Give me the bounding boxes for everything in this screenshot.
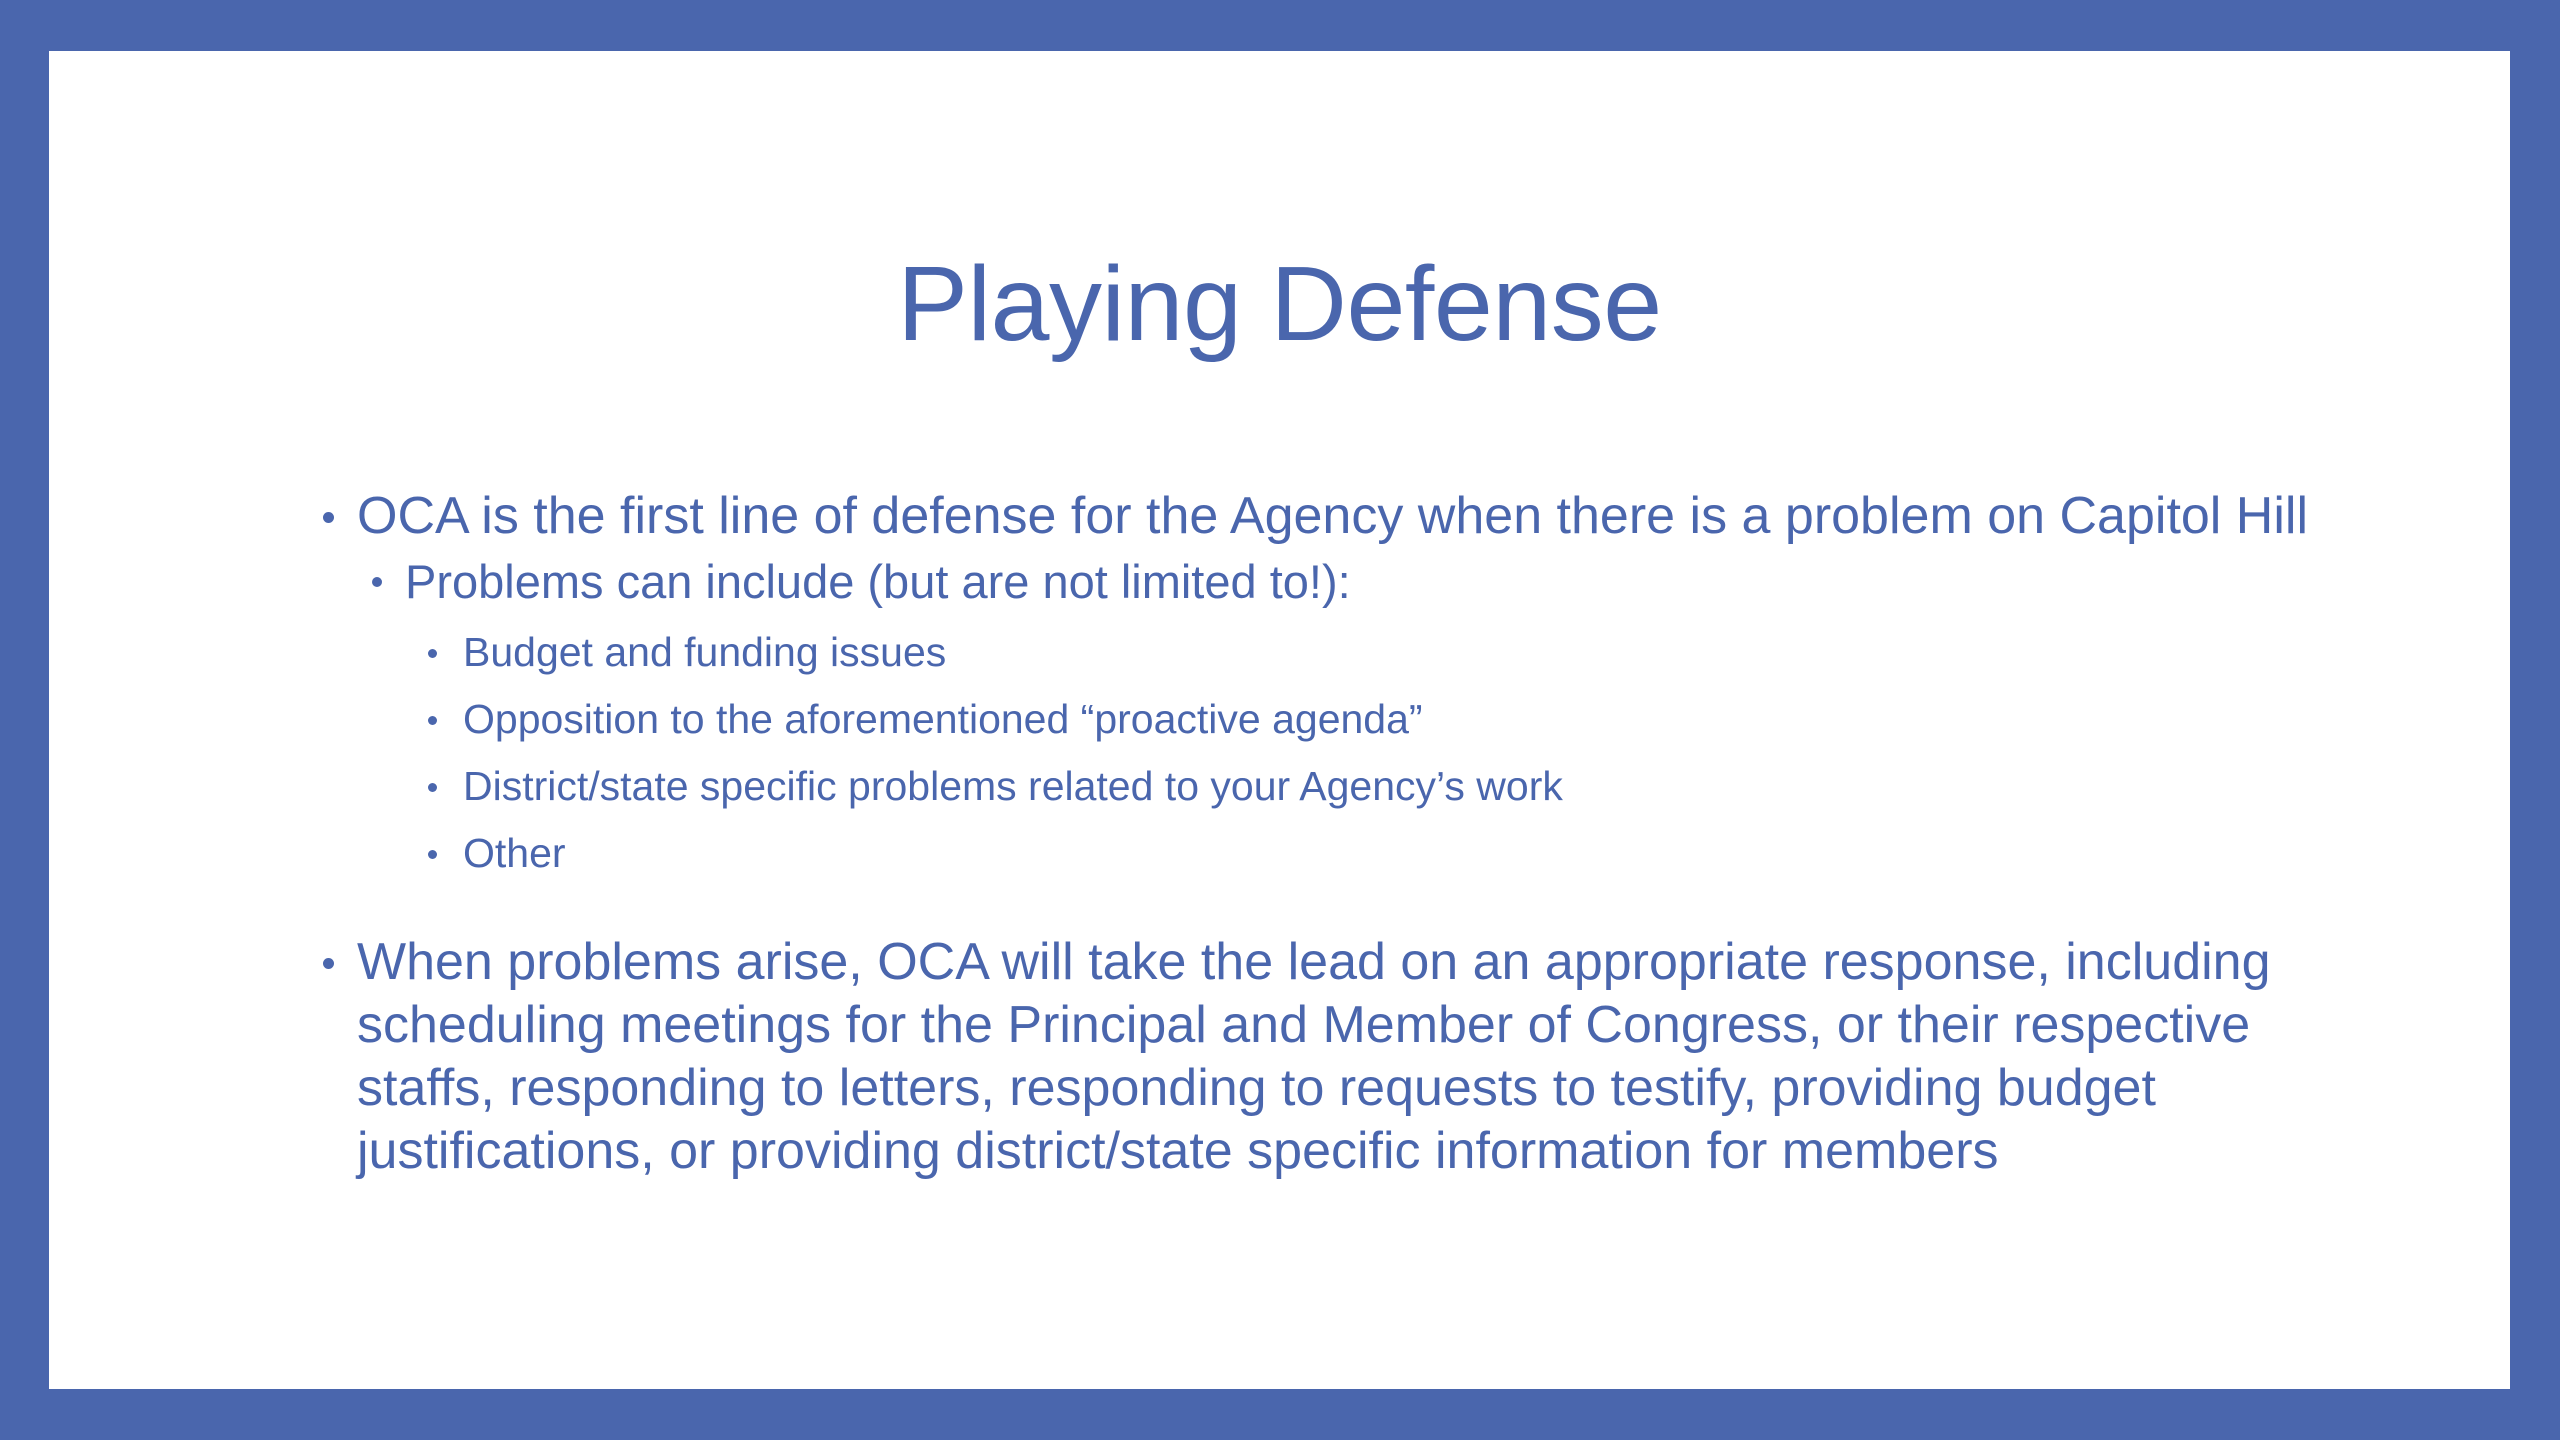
sub-bullet-list (357, 550, 2335, 887)
sub-sub-bullet-item (405, 619, 2335, 686)
slide-body (275, 485, 2335, 1183)
bullet-dot-icon (323, 512, 334, 523)
sub-sub-bullet-list (405, 619, 2335, 887)
sub-bullet-text: Problems can include (but are not limited to!): (405, 555, 1351, 608)
sub-bullet-item (357, 550, 2335, 887)
bullet-text: OCA is the first line of defense for the Agency when there is a problem on Capitol Hill (357, 487, 2309, 545)
bullet-dot-icon (428, 716, 437, 725)
bullet-dot-icon (428, 649, 437, 658)
bullet-item (275, 485, 2335, 887)
slide (49, 51, 2510, 1389)
bullet-dot-icon (372, 577, 382, 587)
bullet-item (275, 931, 2335, 1183)
sub-sub-bullet-text: District/state specific problems related to your Agency’s work (463, 763, 1563, 809)
bullet-list (275, 485, 2335, 1183)
sub-sub-bullet-text: Opposition to the aforementioned “proactive agenda” (463, 696, 1423, 742)
sub-sub-bullet-text: Other (463, 830, 566, 876)
bullet-dot-icon (428, 850, 437, 859)
bullet-dot-icon (323, 958, 334, 969)
sub-sub-bullet-item (405, 686, 2335, 753)
sub-sub-bullet-item (405, 820, 2335, 887)
sub-sub-bullet-item (405, 753, 2335, 820)
bullet-text: When problems arise, OCA will take the lead on an appropriate response, including scheduling meetings for the Principal and Member of Congress, or their respective staffs, responding to letters, responding to requests to testify, providing budget justifications, or providing district/state specific information for members (357, 933, 2271, 1180)
slide-title: Playing Defense (897, 245, 1662, 363)
bullet-dot-icon (428, 783, 437, 792)
sub-sub-bullet-text: Budget and funding issues (463, 629, 947, 675)
